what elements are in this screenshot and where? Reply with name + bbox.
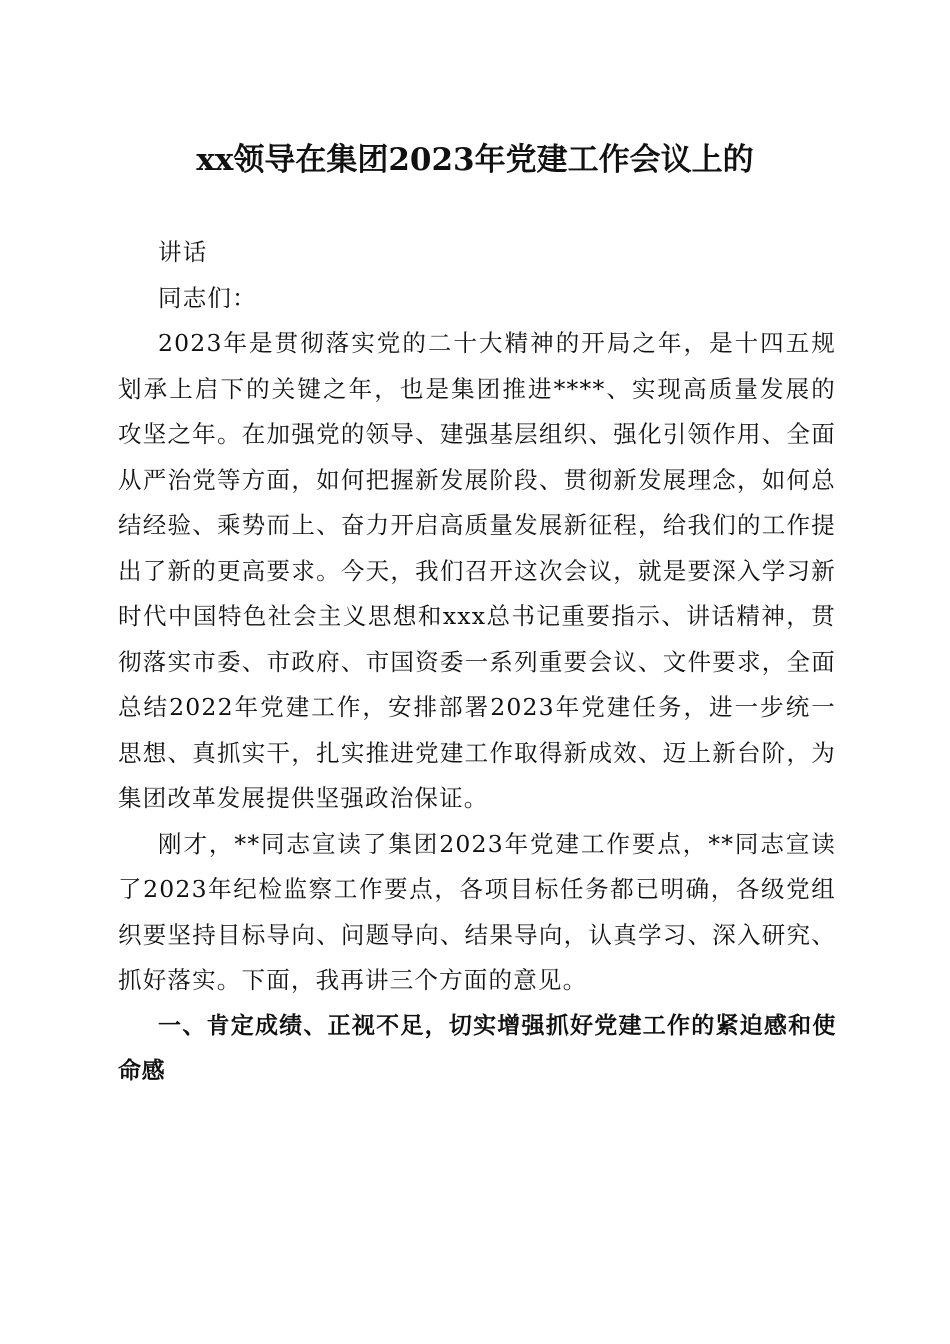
document-subtitle: 讲话 (158, 238, 208, 266)
salutation: 同志们： (158, 283, 257, 312)
document-body (118, 230, 836, 1095)
body-paragraph-1: 2023年是贯彻落实党的二十大精神的开局之年，是十四五规划承上启下的关键之年，也是集团推进****、实现高质量发展的攻坚之年。在加强党的领导、建强基层组织、强化引领作用、全面从严治党等方面，如何把握新发展阶段、贯彻新发展理念，如何总结经验、乘势而上、奋力开启高质量发展新征程，给我们的工作提出了新的更高要求。今天，我们召开这次会议，就是要深入学习新时代中国特色社会主义思想和xxx总书记重要指示、讲话精神，贯彻落实市委、市政府、市国资委一系列重要会议、文件要求，全面总结2022年党建工作，安排部署2023年党建任务，进一步统一思想、真抓实干，扎实推进党建工作取得新成效、迈上新台阶，为集团改革发展提供坚强政治保证。 (118, 329, 836, 812)
document-title: xx领导在集团2023年党建工作会议上的 (196, 142, 754, 178)
section-heading-1: 一、肯定成绩、正视不足，切实增强抓好党建工作的紧迫感和使命感 (118, 1012, 836, 1084)
body-paragraph-2: 刚才，**同志宣读了集团2023年党建工作要点，**同志宣读了2023年纪检监察工作要点，各项目标任务都已明确，各级党组织要坚持目标导向、问题导向、结果导向，认真学习、深入研究、抓好落实。下面，我再讲三个方面的意见。 (118, 829, 836, 994)
